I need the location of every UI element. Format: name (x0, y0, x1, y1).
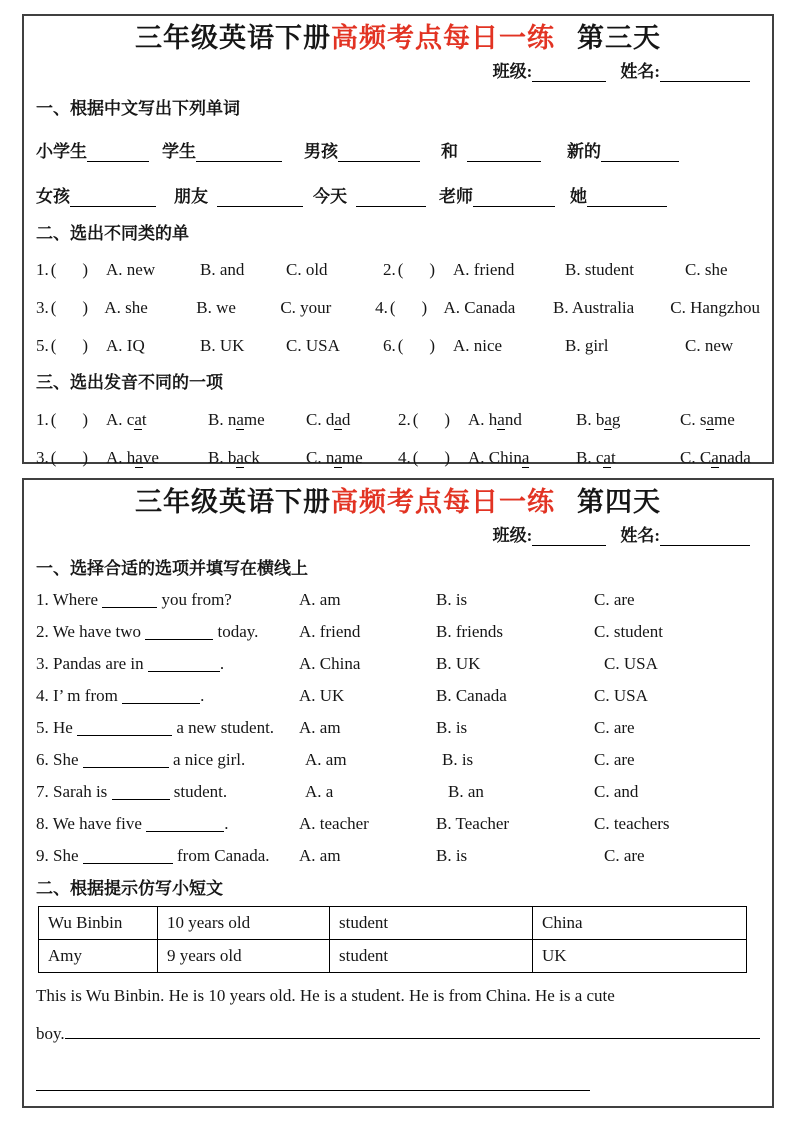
open-paren: ( (50, 298, 57, 317)
table-cell: Amy (39, 940, 158, 973)
option-c: C. teachers (594, 814, 670, 833)
model-paragraph-line2 (36, 1021, 760, 1047)
question-number: 5. ( ) (36, 336, 89, 355)
question-text: 6. She a nice girl. (36, 750, 246, 769)
question-number: 2. ( ) (383, 260, 436, 279)
question-number: 4. ( ) (375, 298, 428, 317)
open-paren: ( (389, 298, 396, 317)
question-row (36, 589, 760, 611)
underlined-letter: a (334, 410, 342, 429)
question-number: 2. ( ) (398, 410, 451, 429)
answer-blank (601, 148, 679, 162)
question-row (36, 621, 760, 643)
open-paren: ( (412, 410, 419, 429)
table-row (39, 907, 747, 940)
option-a: A. she (104, 298, 148, 317)
option-a: A. cat (106, 410, 147, 429)
option-c: C. USA (604, 654, 658, 673)
underlined-letter: a (135, 448, 143, 467)
option-c: C. USA (594, 686, 648, 705)
question-text: 3. Pandas are in . (36, 654, 225, 673)
underlined-letter: a (134, 410, 142, 429)
option-b: B. friends (436, 622, 504, 641)
choice-row (36, 335, 760, 357)
option-c: C. and (594, 782, 639, 801)
answer-blank (83, 850, 173, 864)
option-b: B. we (196, 298, 236, 317)
question-number: 4. ( ) (398, 448, 451, 467)
close-paren: ) (82, 260, 89, 279)
word-label: 女孩 (36, 187, 70, 206)
open-paren: ( (50, 448, 57, 467)
underlined-letter: a (706, 410, 715, 429)
answer-blank (146, 818, 224, 832)
underlined-letter: a (236, 410, 244, 429)
option-a: A. friend (453, 260, 515, 279)
option-a: A. am (299, 590, 341, 609)
phonics-row (36, 447, 760, 469)
option-a: A. hand (468, 410, 522, 429)
writing-line (36, 1077, 590, 1091)
model-paragraph-line1: This is Wu Binbin. He is 10 years old. He is a student. He is from China. He is a cute (36, 986, 615, 1005)
open-paren: ( (50, 260, 57, 279)
option-c: C. new (685, 336, 734, 355)
answer-blank (467, 148, 541, 162)
open-paren: ( (50, 336, 57, 355)
phonics-row (36, 409, 760, 431)
option-c: C. are (594, 750, 635, 769)
option-b: B. an (448, 782, 484, 801)
word-label: 男孩 (304, 142, 338, 161)
close-paren: ) (82, 298, 89, 317)
answer-blank (77, 722, 172, 736)
class-blank (532, 532, 606, 546)
writing-line (65, 1023, 760, 1039)
section-heading: 一、选择合适的选项并填写在横线上 (36, 559, 308, 578)
question-text: 5. He a new student. (36, 718, 275, 737)
answer-blank (196, 148, 282, 162)
open-paren: ( (50, 410, 57, 429)
option-b: B. cat (576, 448, 616, 467)
option-b: B. UK (200, 336, 245, 355)
option-a: A. am (299, 846, 341, 865)
answer-blank (338, 148, 420, 162)
choice-row (36, 297, 760, 319)
class-name-line (36, 60, 760, 82)
close-paren: ) (421, 298, 428, 317)
question-row (36, 781, 760, 803)
option-c: C. student (594, 622, 663, 641)
class-label: 班级: (492, 526, 533, 545)
option-b: B. UK (436, 654, 481, 673)
close-paren: ) (444, 448, 451, 467)
title-part1: 三年级英语下册 (135, 487, 331, 517)
section-heading: 三、选出发音不同的一项 (36, 373, 223, 392)
title-part2: 第三天 (577, 23, 661, 53)
question-text: 2. We have two today. (36, 622, 259, 641)
option-c: C. dad (306, 410, 351, 429)
option-c: C. are (604, 846, 645, 865)
question-row (36, 845, 760, 867)
option-b: B. is (442, 750, 474, 769)
close-paren: ) (82, 448, 89, 467)
question-text: 8. We have five . (36, 814, 229, 833)
question-number: 3. ( ) (36, 448, 89, 467)
word-label: 和 (441, 142, 458, 161)
question-row (36, 653, 760, 675)
option-b: B. bag (576, 410, 621, 429)
question-row (36, 685, 760, 707)
section-heading: 二、选出不同类的单 (36, 224, 189, 243)
option-a: A. China (468, 448, 530, 467)
word-label: 学生 (162, 142, 196, 161)
answer-blank (217, 193, 303, 207)
option-b: B. girl (565, 336, 609, 355)
option-c: C. are (594, 590, 635, 609)
word-label: 新的 (567, 142, 601, 161)
table-cell: 9 years old (158, 940, 330, 973)
word-label: 小学生 (36, 142, 87, 161)
table-cell: UK (533, 940, 747, 973)
worksheet-title (36, 485, 760, 519)
table-cell: Wu Binbin (39, 907, 158, 940)
option-c: C. USA (286, 336, 340, 355)
option-c: C. Hangzhou (670, 298, 760, 317)
open-paren: ( (397, 260, 404, 279)
class-blank (532, 68, 606, 82)
question-row (36, 717, 760, 739)
answer-blank (112, 786, 170, 800)
question-number: 1. ( ) (36, 260, 89, 279)
close-paren: ) (82, 336, 89, 355)
word-label: 今天 (313, 187, 347, 206)
choice-row (36, 259, 760, 281)
title-part2: 第四天 (577, 487, 661, 517)
section-heading: 二、根据提示仿写小短文 (36, 879, 223, 898)
question-number: 3. ( ) (36, 298, 89, 317)
option-a: A. have (106, 448, 159, 467)
option-b: B. and (200, 260, 245, 279)
word-row-1 (36, 136, 760, 162)
info-table (38, 906, 747, 973)
option-a: A. China (299, 654, 361, 673)
underlined-letter: a (603, 448, 611, 467)
question-number: 1. ( ) (36, 410, 89, 429)
answer-blank (70, 193, 156, 207)
close-paren: ) (429, 260, 436, 279)
name-blank (660, 532, 750, 546)
title-part1: 三年级英语下册 (135, 23, 331, 53)
option-c: C. are (594, 718, 635, 737)
close-paren: ) (82, 410, 89, 429)
option-c: C. name (306, 448, 363, 467)
option-b: B. is (436, 846, 468, 865)
class-name-line (36, 524, 760, 546)
underlined-letter: a (604, 410, 612, 429)
name-blank (660, 68, 750, 82)
close-paren: ) (429, 336, 436, 355)
option-a: A. a (305, 782, 334, 801)
question-number: 6. ( ) (383, 336, 436, 355)
word-row-2 (36, 181, 760, 207)
open-paren: ( (412, 448, 419, 467)
option-c: C. she (685, 260, 728, 279)
answer-blank (356, 193, 426, 207)
option-c: C. your (280, 298, 332, 317)
section-heading: 一、根据中文写出下列单词 (36, 99, 240, 118)
word-label: 老师 (439, 187, 473, 206)
worksheet-title (36, 21, 760, 55)
word-label: 她 (570, 187, 587, 206)
answer-blank (83, 754, 169, 768)
question-text: 7. Sarah is student. (36, 782, 228, 801)
class-label: 班级: (492, 62, 533, 81)
table-cell: student (330, 907, 533, 940)
worksheet-day4 (22, 478, 774, 1108)
question-text: 4. I’ m from . (36, 686, 205, 705)
option-a: A. nice (453, 336, 503, 355)
underlined-letter: a (521, 448, 530, 467)
option-c: C. same (680, 410, 735, 429)
underlined-letter: a (711, 448, 719, 467)
option-a: A. IQ (106, 336, 145, 355)
option-b: B. is (436, 590, 468, 609)
question-row (36, 749, 760, 771)
question-text: 9. She from Canada. (36, 846, 270, 865)
option-b: B. student (565, 260, 634, 279)
table-cell: 10 years old (158, 907, 330, 940)
word-label: 朋友 (174, 187, 208, 206)
option-b: B. is (436, 718, 468, 737)
paragraph-word: boy. (36, 1024, 65, 1043)
title-red-part: 高频考点每日一练 (331, 487, 555, 517)
table-row (39, 940, 747, 973)
answer-blank (122, 690, 200, 704)
option-a: A. new (106, 260, 156, 279)
question-text: 1. Where you from? (36, 590, 232, 609)
answer-blank (587, 193, 667, 207)
answer-blank (145, 626, 213, 640)
table-cell: China (533, 907, 747, 940)
option-a: A. friend (299, 622, 361, 641)
option-b: B. Teacher (436, 814, 510, 833)
question-row (36, 813, 760, 835)
option-b: B. Canada (436, 686, 507, 705)
name-label: 姓名: (620, 62, 660, 81)
option-b: B. back (208, 448, 260, 467)
answer-blank (87, 148, 149, 162)
option-a: A. am (305, 750, 347, 769)
option-c: C. old (286, 260, 328, 279)
option-a: A. UK (299, 686, 345, 705)
name-label: 姓名: (620, 526, 660, 545)
open-paren: ( (397, 336, 404, 355)
worksheet-day3 (22, 14, 774, 467)
close-paren: ) (444, 410, 451, 429)
underlined-letter: a (334, 448, 342, 467)
underlined-letter: a (497, 410, 505, 429)
option-a: A. Canada (443, 298, 516, 317)
option-a: A. am (299, 718, 341, 737)
option-b: B. Australia (552, 298, 635, 317)
title-red-part: 高频考点每日一练 (331, 23, 555, 53)
option-b: B. name (208, 410, 265, 429)
option-a: A. teacher (299, 814, 369, 833)
answer-blank (102, 594, 157, 608)
table-cell: student (330, 940, 533, 973)
option-c: C. Canada (680, 448, 751, 467)
answer-blank (148, 658, 220, 672)
writing-line-row (36, 1073, 760, 1093)
answer-blank (473, 193, 555, 207)
underlined-letter: a (236, 448, 244, 467)
